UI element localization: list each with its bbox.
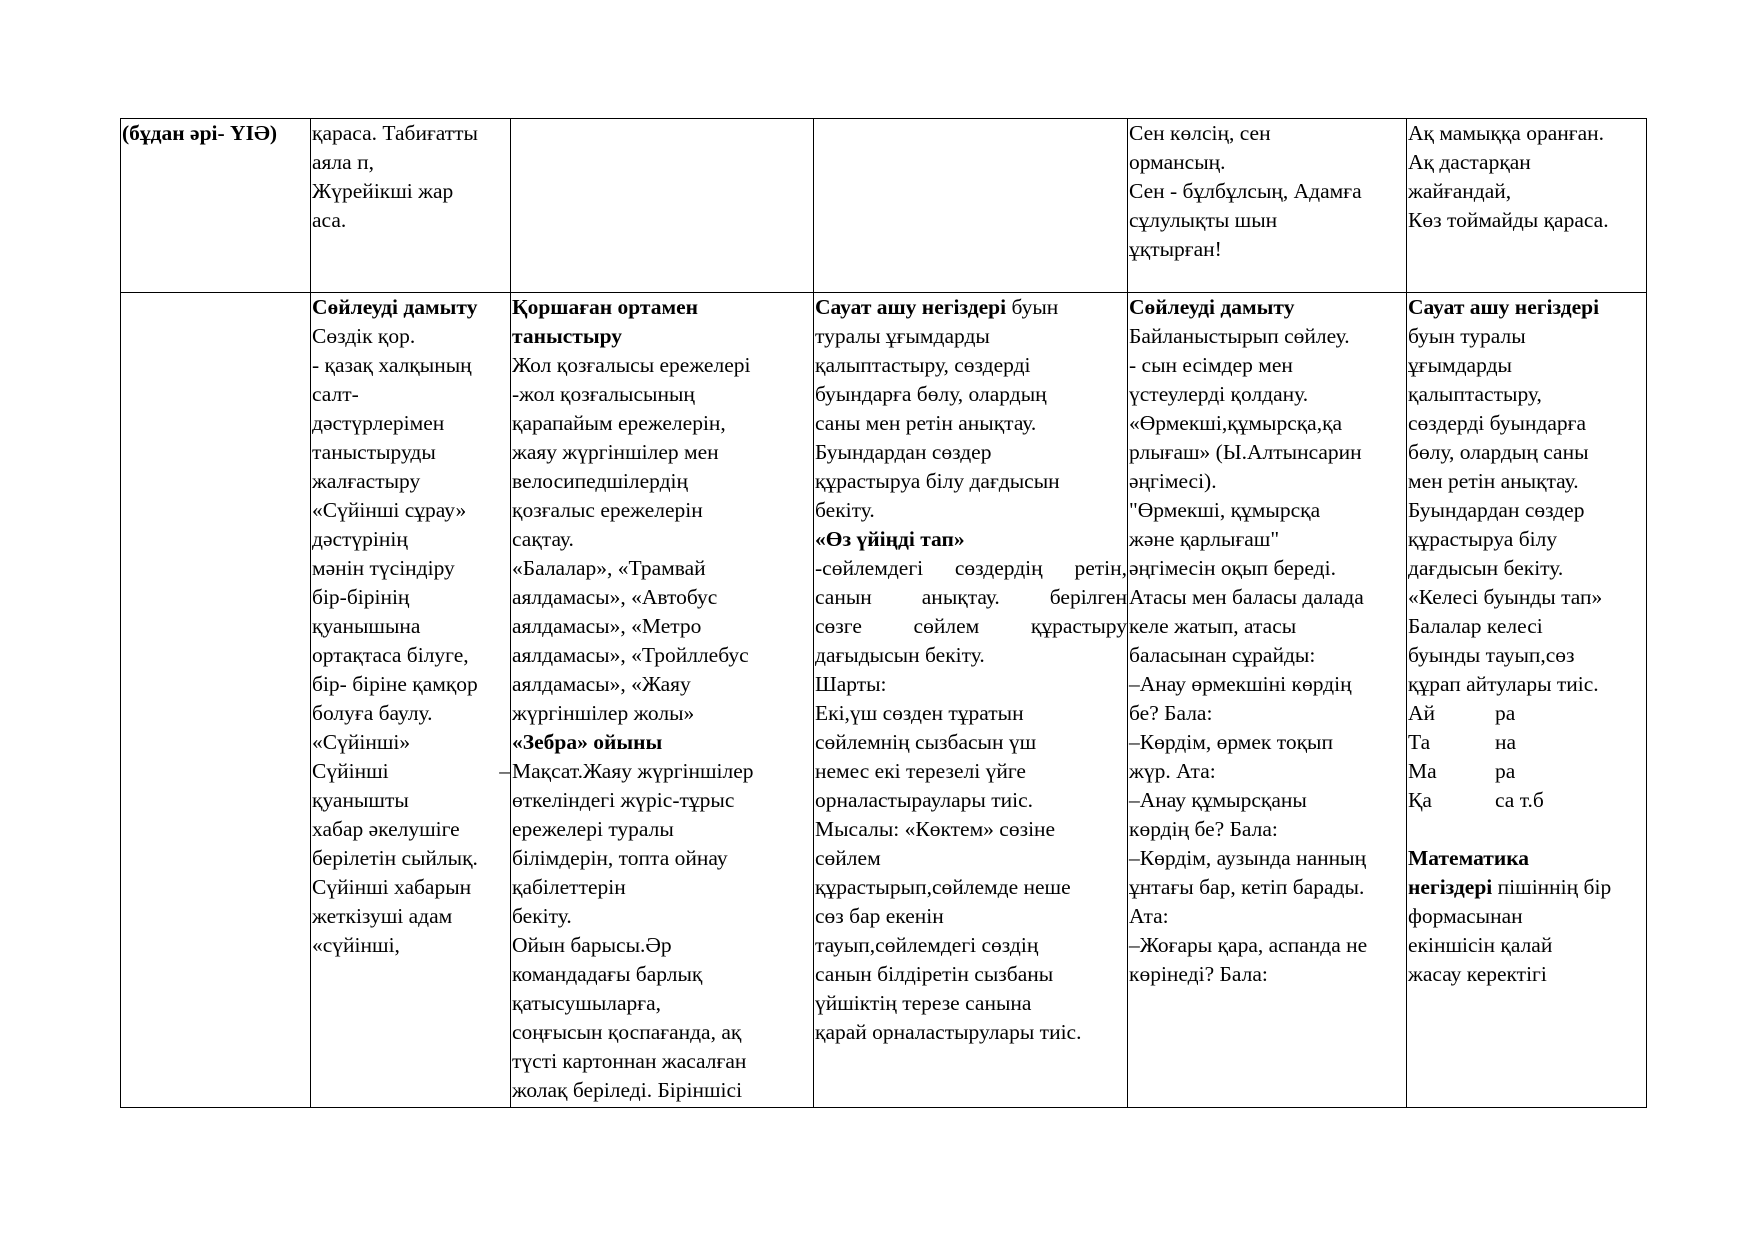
syllable: Та xyxy=(1408,730,1431,754)
text-line: Жол қозғалысы ережелері xyxy=(512,353,751,377)
text-line: қалыптастыру, сөздерді xyxy=(815,353,1031,377)
text-line: «сүйінші, xyxy=(312,933,400,957)
text-line: аялдамасы», «Жаяу xyxy=(512,672,691,696)
text-line: білімдерін, топта ойнау xyxy=(512,846,728,870)
table-cell xyxy=(1407,119,1647,293)
text-line: қуанышты xyxy=(312,788,409,812)
text-word: Сүйінші xyxy=(312,759,389,783)
text-line: аялдамасы», «Автобус xyxy=(512,585,718,609)
text-line: құрастыруа білу дағдысын xyxy=(815,469,1060,493)
table-cell xyxy=(121,293,311,1108)
text-line: Мақсат.Жаяу жүргіншілер xyxy=(512,759,754,783)
text-word: -сөйлемдегі xyxy=(815,556,924,580)
text-line: Шарты: xyxy=(815,672,887,696)
text-line: Екі,үш сөзден тұратын xyxy=(815,701,1024,725)
table-cell-speech-dev xyxy=(311,293,511,1108)
text-line: қатысушыларға, xyxy=(512,991,662,1015)
text-line: Сүйінші хабарын xyxy=(312,875,472,899)
text-line: сақтау. xyxy=(512,527,574,551)
syllable-pair xyxy=(1408,728,1646,757)
text-line: бекіту. xyxy=(815,498,875,522)
table-cell-literacy-2 xyxy=(1407,293,1647,1108)
text-line: дәстүрлерімен xyxy=(312,411,445,435)
text-line: –Анау құмырсқаны xyxy=(1129,788,1307,812)
text-line: Ақ дастарқан xyxy=(1408,150,1531,174)
syllable: Ма xyxy=(1408,759,1437,783)
text-line: ұқтырған! xyxy=(1129,237,1222,261)
text-line: соңғысын қоспағанда, ақ xyxy=(512,1020,742,1044)
cell-title: Сөйлеуді дамыту xyxy=(312,295,478,319)
text-line: буын xyxy=(1006,295,1059,319)
text-line: жалғастыру xyxy=(312,469,421,493)
text-line: Буындардан сөздер xyxy=(1408,498,1585,522)
table-cell xyxy=(121,119,311,293)
text-line: құрастырып,сөйлемде неше xyxy=(815,875,1071,899)
text-line: командадағы барлық xyxy=(512,962,703,986)
text-line: «Келесі буынды тап» xyxy=(1408,585,1603,609)
text-line: формасынан xyxy=(1408,904,1523,928)
text-line: Атасы мен баласы далада xyxy=(1129,585,1364,609)
text-word: сөздердің xyxy=(954,556,1043,580)
text-line: және қарлығаш" xyxy=(1129,527,1280,551)
text-line: бе? Бала: xyxy=(1129,701,1213,725)
text-line: салт- xyxy=(312,382,359,406)
cell-title: Математика xyxy=(1408,846,1530,870)
syllable-pair xyxy=(1408,786,1646,815)
text-line: орналастыраулары тиіс. xyxy=(815,788,1034,812)
text-line: «Сүйінші» xyxy=(312,730,411,754)
text-line: саны мен ретін анықтау. xyxy=(815,411,1037,435)
text-line: қабілеттерін xyxy=(512,875,626,899)
text-line: тауып,сөйлемдегі сөздің xyxy=(815,933,1039,957)
text-line: -жол қозғалысының xyxy=(512,382,695,406)
lesson-plan-table xyxy=(120,118,1647,1108)
text-line: қозғалыс ережелерін xyxy=(512,498,703,522)
text-line: аса. xyxy=(312,208,347,232)
table-row xyxy=(121,119,1647,293)
text-line: аяла п, xyxy=(312,150,374,174)
text-word: берілген xyxy=(1049,585,1127,609)
text-line: Сөздік қор. xyxy=(312,324,416,348)
text-line: буындарға бөлу, олардың xyxy=(815,382,1047,406)
text-line: жеткізуші адам xyxy=(312,904,453,928)
text-line: «Балалар», «Трамвай xyxy=(512,556,706,580)
text-line: мен ретін анықтау. xyxy=(1408,469,1579,493)
text-line: сөйлемнің сызбасын үш xyxy=(815,730,1037,754)
text-line: туралы ұғымдарды xyxy=(815,324,990,348)
row-label: (бұдан әрі- ҮІӘ) xyxy=(122,121,277,145)
text-line: Ақ мамыққа оранған. xyxy=(1408,121,1604,145)
text-line: сұлулықты шын xyxy=(1129,208,1278,232)
text-line: жүргіншілер жолы» xyxy=(512,701,695,725)
text-word: ретін, xyxy=(1074,556,1127,580)
text-line: буынды тауып,сөз xyxy=(1408,643,1575,667)
table-cell-environment xyxy=(511,293,814,1108)
table-cell xyxy=(311,119,511,293)
text-line: аялдамасы», «Метро xyxy=(512,614,702,638)
text-line: бір- біріне қамқор xyxy=(312,672,478,696)
syllable: на xyxy=(1495,730,1517,754)
text-line: қалыптастыру, xyxy=(1408,382,1542,406)
text-line: рлығаш» (Ы.Алтынсарин xyxy=(1129,440,1362,464)
table-cell-literacy xyxy=(814,293,1128,1108)
text-line: жаяу жүргіншілер мен xyxy=(512,440,719,464)
syllable: Қа xyxy=(1408,788,1432,812)
text-line: бөлу, олардың саны xyxy=(1408,440,1589,464)
cell-title: Сөйлеуді дамыту xyxy=(1129,295,1295,319)
text-line: Балалар келесі xyxy=(1408,614,1543,638)
text-line: ормансың. xyxy=(1129,150,1226,174)
text-line: «Өрмекші,құмырсқа,қа xyxy=(1129,411,1343,435)
text-line: берілетін сыйлық. xyxy=(312,846,478,870)
text-line: жүр. Ата: xyxy=(1129,759,1216,783)
text-line: бекіту. xyxy=(512,904,572,928)
cell-title: Қоршаған ортамен xyxy=(512,295,699,319)
text-line: - сын есімдер мен xyxy=(1129,353,1293,377)
text-line: –Жоғары қара, аспанда не xyxy=(1129,933,1368,957)
text-line: дағыдысын бекіту. xyxy=(815,643,985,667)
text-line: Буындардан сөздер xyxy=(815,440,992,464)
text-line: Ата: xyxy=(1129,904,1169,928)
cell-title: Сауат ашу негіздері xyxy=(1408,295,1600,319)
table-cell xyxy=(511,119,814,293)
text-line: немес екі терезелі үйге xyxy=(815,759,1026,783)
text-line: жолақ беріледі. Біріншісі xyxy=(512,1078,743,1102)
text-word: санын xyxy=(815,585,872,609)
syllable-pair xyxy=(1408,699,1646,728)
text-line: Байланыстырып сөйлеу. xyxy=(1129,324,1350,348)
text-line: Ойын барысы.Әр xyxy=(512,933,672,957)
text-line: көрдің бе? Бала: xyxy=(1129,817,1278,841)
cell-title: таныстыру xyxy=(512,324,623,348)
cell-title: Сауат ашу негіздері xyxy=(815,295,1007,319)
text-line: дәстүрінің xyxy=(312,527,408,551)
text-line: таныстыруды xyxy=(312,440,436,464)
text-line: сөйлем xyxy=(815,846,881,870)
text-line: түсті картоннан жасалған xyxy=(512,1049,747,1073)
text-line: санын білдіретін сызбаны xyxy=(815,962,1054,986)
syllable: ра xyxy=(1495,701,1516,725)
justified-line xyxy=(815,612,1127,641)
text-line: «Сүйінші сұрау» xyxy=(312,498,467,522)
text-line: екіншісін қалай xyxy=(1408,933,1553,957)
text-line: болуға баулу. xyxy=(312,701,433,725)
justified-line xyxy=(815,583,1127,612)
text-line: –Көрдім, өрмек тоқып xyxy=(1129,730,1333,754)
text-line: дағдысын бекіту. xyxy=(1408,556,1564,580)
text-line: Көз тоймайды қараса. xyxy=(1408,208,1609,232)
game-title: «Зебра» ойыны xyxy=(512,730,663,754)
syllable: Ай xyxy=(1408,701,1436,725)
text-line: Жүрейікші жар xyxy=(312,179,454,203)
text-line: велосипедшілердің xyxy=(512,469,689,493)
text-word: сөйлем xyxy=(913,614,980,638)
justified-line xyxy=(312,757,510,786)
cell-title: негіздері xyxy=(1408,875,1493,899)
text-line: әңгімесін оқып береді. xyxy=(1129,556,1336,580)
text-line: жасау керектігі xyxy=(1408,962,1547,986)
syllable-pair xyxy=(1408,757,1646,786)
text-line: ұнтағы бар, кетіп барады. xyxy=(1129,875,1365,899)
text-line: үйшіктің терезе санына xyxy=(815,991,1032,1015)
text-line: көрінеді? Бала: xyxy=(1129,962,1268,986)
blank-line xyxy=(1408,815,1646,844)
game-title: «Өз үйіңді тап» xyxy=(815,527,965,551)
text-line: құрап айтулары тиіс. xyxy=(1408,672,1599,696)
text-line: - қазақ халқының xyxy=(312,353,472,377)
text-line: құрастыруа білу xyxy=(1408,527,1558,551)
text-line: буын туралы xyxy=(1408,324,1526,348)
text-line: –Анау өрмекшіні көрдің xyxy=(1129,672,1352,696)
text-line: "Өрмекші, құмырсқа xyxy=(1129,498,1321,522)
text-line: әңгімесі). xyxy=(1129,469,1217,493)
text-line: ортақтаса білуге, xyxy=(312,643,469,667)
table-cell-speech-dev-2 xyxy=(1128,293,1407,1108)
text-line: –Көрдім, аузында нанның xyxy=(1129,846,1367,870)
text-line: жайғандай, xyxy=(1408,179,1512,203)
text-line: сөз бар екенін xyxy=(815,904,944,928)
text-word: – xyxy=(499,759,510,783)
text-line: өткеліндегі жүріс-тұрыс xyxy=(512,788,735,812)
text-word: құрастыру xyxy=(1030,614,1127,638)
text-word: сөзге xyxy=(815,614,862,638)
text-line: хабар әкелушіге xyxy=(312,817,460,841)
text-line: пішіннің бір xyxy=(1492,875,1612,899)
text-line: мәнін түсіндіру xyxy=(312,556,455,580)
syllable: ра xyxy=(1495,759,1516,783)
text-line: қараса. Табиғатты xyxy=(312,121,479,145)
text-line: сөздерді буындарға xyxy=(1408,411,1587,435)
text-line: қарай орналастырулары тиіс. xyxy=(815,1020,1082,1044)
text-line: Мысалы: «Көктем» сөзіне xyxy=(815,817,1056,841)
justified-line xyxy=(815,554,1127,583)
text-line: ұғымдарды xyxy=(1408,353,1512,377)
text-line: қуанышына xyxy=(312,614,421,638)
text-line: Сен - бұлбұлсың, Адамға xyxy=(1129,179,1362,203)
text-line: Сен көлсің, сен xyxy=(1129,121,1271,145)
table-cell xyxy=(1128,119,1407,293)
text-line: бір-бірінің xyxy=(312,585,410,609)
text-line: қарапайым ережелерін, xyxy=(512,411,726,435)
text-line: баласынан сұрайды: xyxy=(1129,643,1316,667)
text-line: келе жатып, атасы xyxy=(1129,614,1297,638)
syllable: са т.б xyxy=(1495,788,1544,812)
text-line: үстеулерді қолдану. xyxy=(1129,382,1309,406)
text-word: анықтау. xyxy=(921,585,1000,609)
text-line: аялдамасы», «Тройллебус xyxy=(512,643,749,667)
table-row xyxy=(121,293,1647,1108)
text-line: ережелері туралы xyxy=(512,817,674,841)
table-cell xyxy=(814,119,1128,293)
